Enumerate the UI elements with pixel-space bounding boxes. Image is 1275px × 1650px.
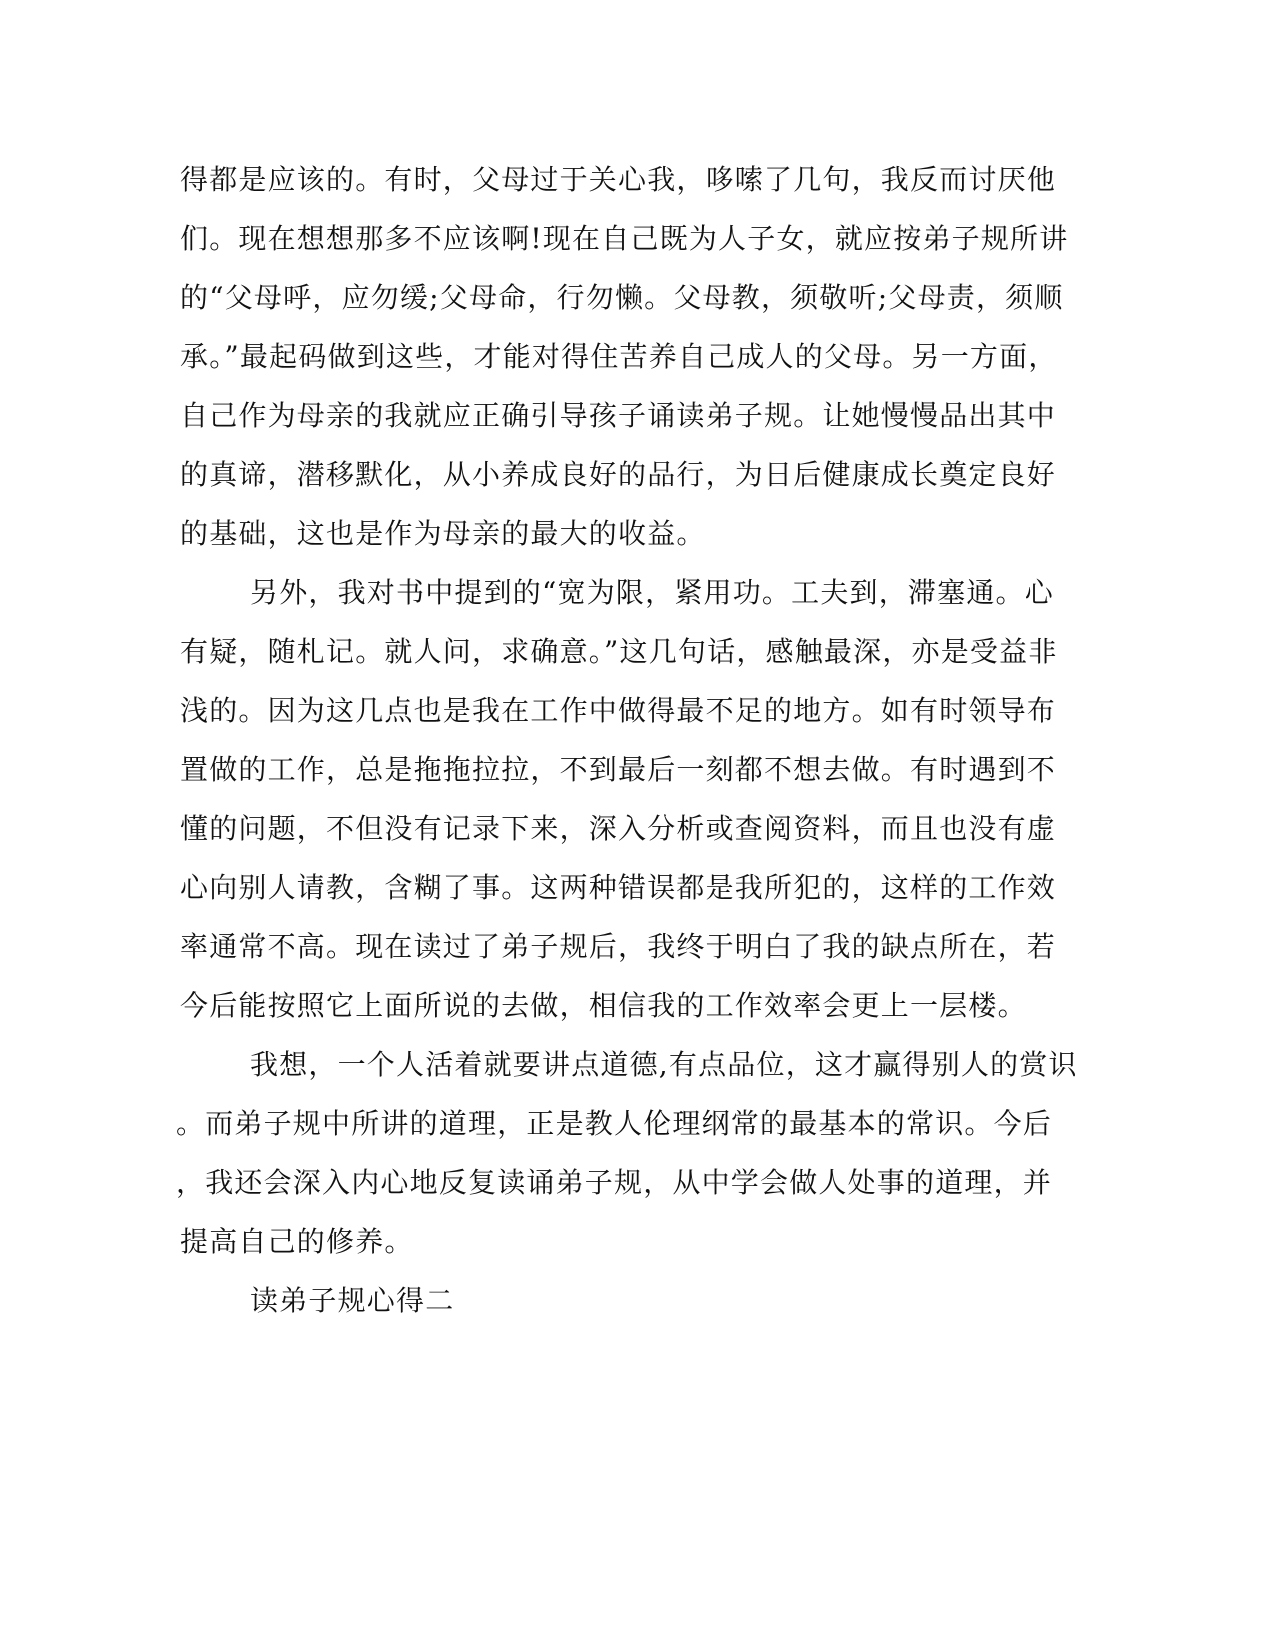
- text-line: 置做的工作，总是拖拖拉拉，不到最后一刻都不想去做。有时遇到不: [180, 753, 1057, 786]
- text-line: 。而弟子规中所讲的道理，正是教人伦理纲常的最基本的常识。今后: [176, 1107, 1053, 1140]
- text-line: 今后能按照它上面所说的去做，相信我的工作效率会更上一层楼。: [180, 989, 1027, 1022]
- text-line: 率通常不高。现在读过了弟子规后，我终于明白了我的缺点所在，若: [180, 930, 1057, 963]
- paragraph-first-line: 另外，我对书中提到的“宽为限，紧用功。工夫到，滞塞通。心: [250, 576, 1054, 609]
- section-heading: 读弟子规心得二: [250, 1284, 455, 1317]
- text-line: 的“父母呼，应勿缓;父母命，行勿懒。父母教，须敬听;父母责，须顺: [180, 281, 1064, 314]
- text-line: 心向别人请教，含糊了事。这两种错误都是我所犯的，这样的工作效: [180, 871, 1057, 904]
- text-line: 们。现在想想那多不应该啊!现在自己既为人子女，就应按弟子规所讲: [180, 222, 1069, 255]
- text-line: 自己作为母亲的我就应正确引导孩子诵读弟子规。让她慢慢品出其中: [180, 399, 1057, 432]
- text-line: ，我还会深入内心地反复读诵弟子规，从中学会做人处事的道理，并: [176, 1166, 1053, 1199]
- text-line: 的基础，这也是作为母亲的最大的收益。: [180, 517, 706, 550]
- text-line: 有疑，随札记。就人问，求确意。”这几句话，感触最深，亦是受益非: [180, 635, 1058, 668]
- text-line: 提高自己的修养。: [180, 1225, 414, 1258]
- text-line: 懂的问题，不但没有记录下来，深入分析或查阅资料，而且也没有虚: [180, 812, 1057, 845]
- text-line: 承。”最起码做到这些，才能对得住苦养自己成人的父母。另一方面，: [180, 340, 1058, 373]
- text-line: 得都是应该的。有时，父母过于关心我，哆嗦了几句，我反而讨厌他: [180, 163, 1057, 196]
- paragraph-first-line: 我想，一个人活着就要讲点道德,有点品位，这才赢得别人的赏识: [250, 1048, 1078, 1081]
- text-line: 的真谛，潜移默化，从小养成良好的品行，为日后健康成长奠定良好: [180, 458, 1057, 491]
- text-line: 浅的。因为这几点也是我在工作中做得最不足的地方。如有时领导布: [180, 694, 1057, 727]
